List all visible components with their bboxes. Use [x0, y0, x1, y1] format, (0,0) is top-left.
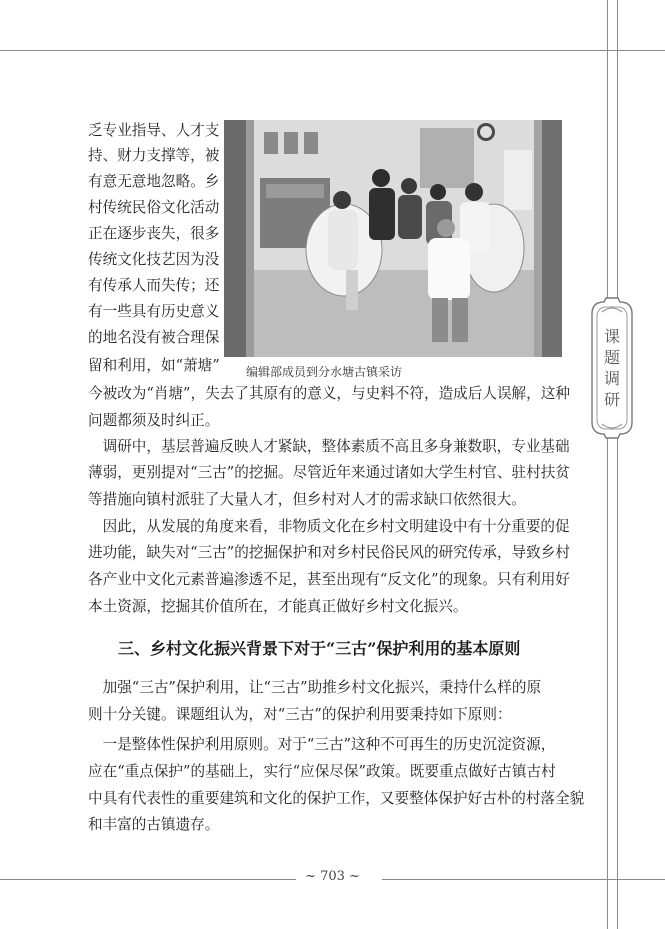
text-line: 的地名没有被合理保 — [88, 329, 220, 346]
section-tab-label — [586, 326, 638, 410]
text-line: 和丰富的古镇遗存。 — [88, 816, 220, 833]
section-heading: 三、乡村文化振兴背景下对于“三古”保护利用的基本原则 — [118, 639, 521, 658]
text-line: 调研中，基层普遍反映人才紧缺，整体素质不高且多身兼数职，专业基础 — [88, 438, 570, 455]
text-line: 传统文化技艺因为没 — [88, 251, 220, 268]
interview-photo — [224, 120, 562, 357]
text-line: 进功能，缺失对“三古”的挖掘保护和对乡村民俗民风的研究传承，导致乡村 — [88, 544, 570, 561]
page-number: ~ 703 ~ — [305, 869, 360, 884]
text-line: 有一些具有历史意义 — [88, 303, 220, 320]
tab-char: 题 — [603, 348, 620, 367]
text-line: 各产业中文化元素普遍渗透不足，甚至出现有“反文化”的现象。只有利用好 — [88, 571, 570, 588]
tab-char: 研 — [603, 390, 620, 409]
text-line: 问题都须及时纠正。 — [88, 412, 220, 429]
tab-char: 调 — [603, 369, 620, 388]
text-line: 则十分关键。课题组认为，对“三古”的保护利用要秉持如下原则： — [88, 706, 512, 723]
text-line: 本土资源，挖掘其价值所在，才能真正做好乡村文化振兴。 — [88, 598, 468, 615]
text-line: 正在逐步丧失，很多 — [88, 225, 220, 242]
text-line: 等措施向镇村派驻了大量人才，但乡村对人才的需求缺口依然很大。 — [88, 491, 526, 508]
text-line: 村传统民俗文化活动 — [88, 199, 220, 216]
text-line: 持、财力支撑等，被 — [88, 147, 220, 164]
text-line: 因此，从发展的角度来看，非物质文化在乡村文明建设中有十分重要的促 — [88, 518, 570, 535]
photo-image — [224, 120, 562, 357]
text-line: 应在“重点保护”的基础上，实行“应保尽保”政策。既要重点做好古镇古村 — [88, 763, 556, 780]
section-tab — [586, 296, 638, 440]
text-line: 一是整体性保护利用原则。对于“三古”这种不可再生的历史沉淀资源， — [88, 736, 556, 753]
tab-char: 课 — [603, 327, 620, 346]
text-line: 留和利用，如“萧塘” — [88, 357, 220, 374]
photo-caption: 编辑部成员到分水塘古镇采访 — [246, 365, 403, 379]
text-line: 加强“三古”保护利用，让“三古”助推乡村文化振兴，秉持什么样的原 — [88, 679, 542, 696]
top-rule — [0, 50, 665, 51]
text-line: 薄弱，更别提对“三古”的挖掘。尽管近年来通过诸如大学生村官、驻村扶贫 — [88, 464, 570, 481]
margin-rule-right — [617, 0, 618, 929]
text-line: 中具有代表性的重要建筑和文化的保护工作，又要整体保护好古朴的村落全貌 — [88, 790, 585, 807]
text-line: 今被改为“肖塘”，失去了其原有的意义，与史料不符，造成后人误解，这种 — [88, 385, 570, 402]
margin-rule-left — [607, 0, 608, 929]
text-line: 有意无意地忽略。乡 — [88, 173, 220, 190]
text-line: 有传承人而失传；还 — [88, 277, 220, 294]
text-line: 乏专业指导、人才支 — [88, 122, 220, 139]
